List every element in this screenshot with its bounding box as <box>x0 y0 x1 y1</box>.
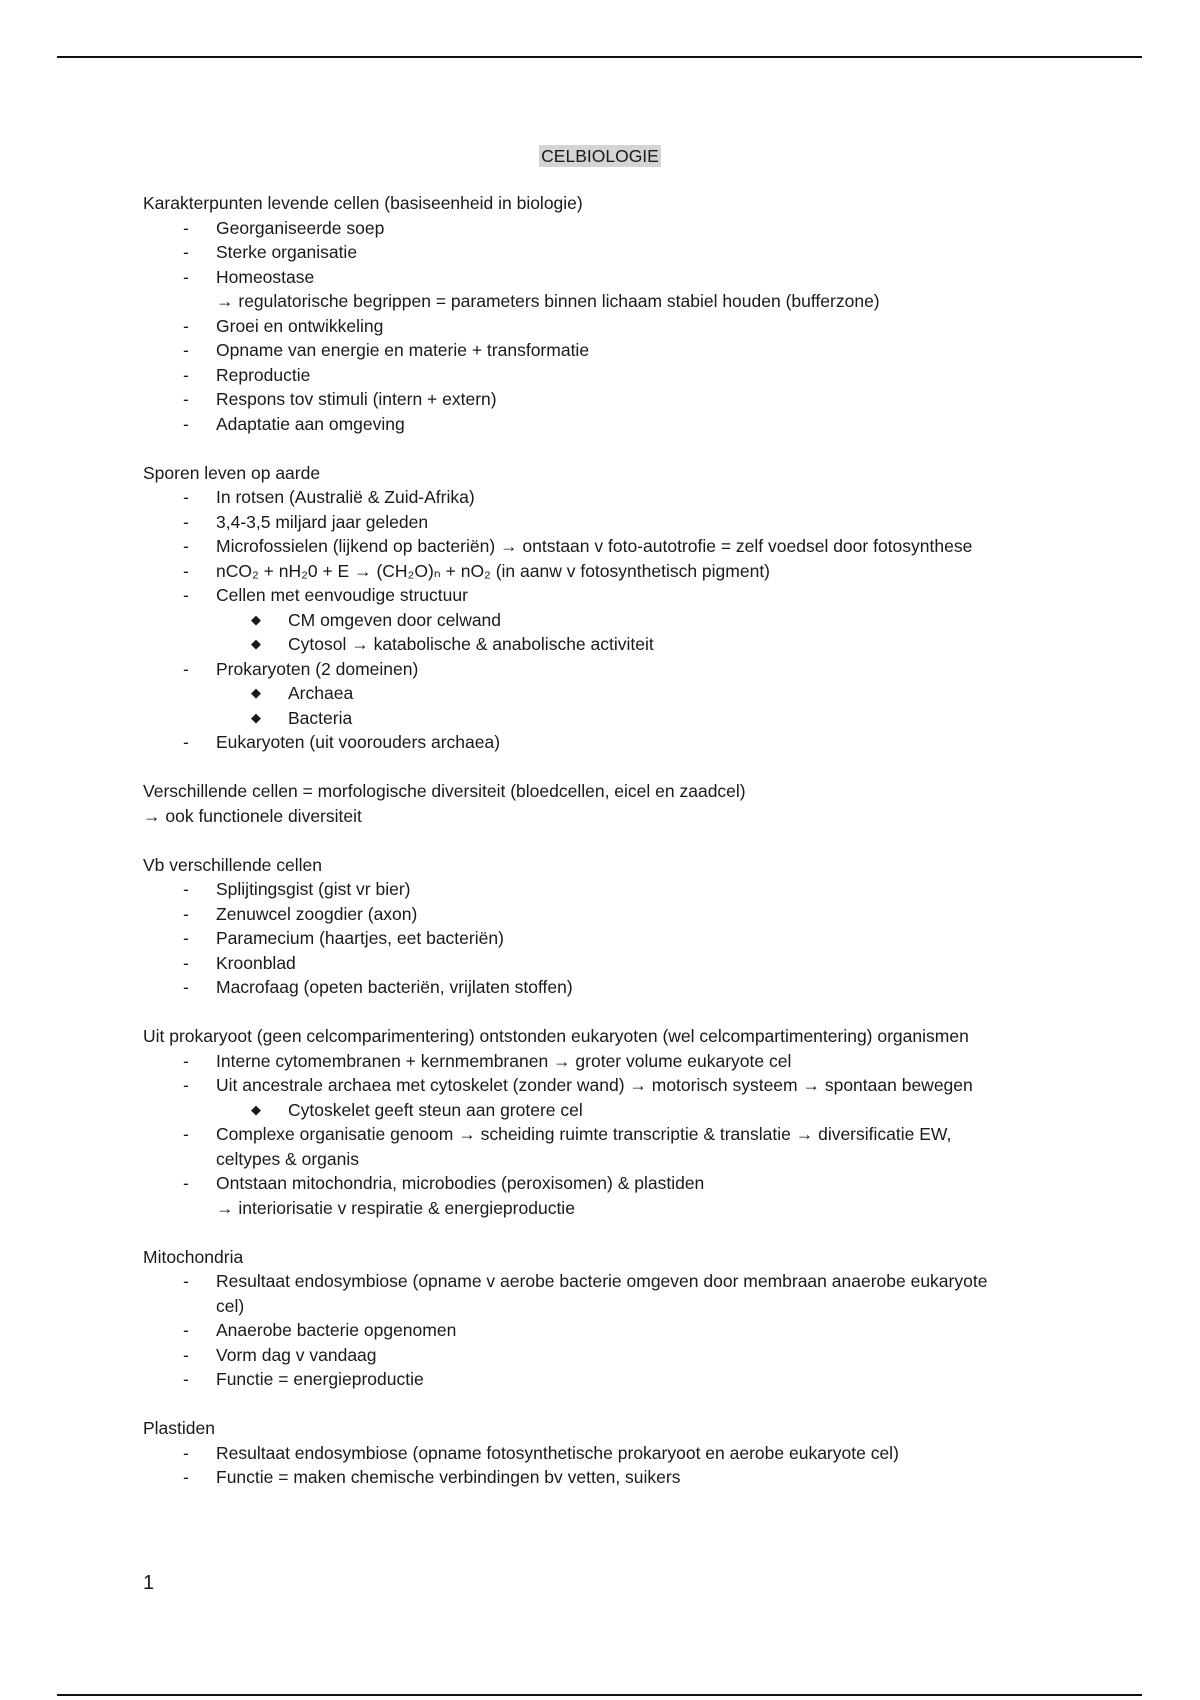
section-verschillende-cellen <box>143 779 1143 828</box>
list-item: - Eukaryoten (uit voorouders archaea) <box>143 730 1143 755</box>
section-heading: Plastiden <box>143 1418 215 1438</box>
list-item: - Anaerobe bacterie opgenomen <box>143 1318 1143 1343</box>
list-item: - Uit ancestrale archaea met cytoskelet (zonder wand) → motorisch systeem → spontaan bewegen <box>143 1073 1143 1098</box>
sub-list-item: ◆ Bacteria <box>143 706 1143 731</box>
footer-rule <box>57 1694 1142 1696</box>
paragraph-line: → ook functionele diversiteit <box>143 805 362 826</box>
list-item: - Opname van energie en materie + transformatie <box>143 338 1143 363</box>
list-item: - Georganiseerde soep <box>143 216 1143 241</box>
section-heading: Karakterpunten levende cellen (basiseenheid in biologie) <box>143 193 583 213</box>
list-item: - 3,4-3,5 miljard jaar geleden <box>143 510 1143 535</box>
bullet-list <box>143 216 1143 437</box>
page-title: CELBIOLOGIE <box>541 146 659 166</box>
list-item: - Vorm dag v vandaag <box>143 1343 1143 1368</box>
sub-list-item: ◆ Cytosol → katabolische & anabolische activiteit <box>143 632 1143 657</box>
bullet-list <box>143 1441 1143 1490</box>
title-wrap <box>0 144 1200 169</box>
section-karakterpunten <box>143 191 1143 436</box>
bullet-list <box>143 877 1143 1000</box>
list-item: - Microfossielen (lijkend op bacteriën) → ontstaan v foto-autotrofie = zelf voedsel door fotosynthese <box>143 534 1143 559</box>
section-heading: Mitochondria <box>143 1246 244 1267</box>
list-item: - Respons tov stimuli (intern + extern) <box>143 387 1143 412</box>
list-item: - Functie = energieproductie <box>143 1367 1143 1392</box>
list-item: - Groei en ontwikkeling <box>143 314 1143 339</box>
bullet-list <box>143 1049 1143 1221</box>
section-plastiden <box>143 1416 1143 1490</box>
list-item-continuation: celtypes & organis <box>216 1148 359 1169</box>
paragraph-line: Verschillende cellen = morfologische diversiteit (bloedcellen, eicel en zaadcel) <box>143 781 746 801</box>
section-mitochondria <box>143 1245 1143 1392</box>
list-item: - Functie = maken chemische verbindingen bv vetten, suikers <box>143 1465 1143 1490</box>
list-item: - Complexe organisatie genoom → scheiding ruimte transcriptie & translatie → diversificatie EW, <box>143 1122 1143 1147</box>
page-number: 1 <box>143 1572 155 1594</box>
list-item: - Sterke organisatie <box>143 240 1143 265</box>
list-item: - Adaptatie aan omgeving <box>143 412 1143 437</box>
bullet-list <box>143 485 1143 755</box>
list-item: - Zenuwcel zoogdier (axon) <box>143 902 1143 927</box>
section-heading: Sporen leven op aarde <box>143 462 321 483</box>
list-item: - Splijtingsgist (gist vr bier) <box>143 877 1143 902</box>
section-heading: Vb verschillende cellen <box>143 854 322 875</box>
sub-list-item: ◆ CM omgeven door celwand <box>143 608 1143 633</box>
list-item: - Cellen met eenvoudige structuur <box>143 583 1143 608</box>
list-item-continuation: cel) <box>216 1295 245 1316</box>
section-prokaryoot-eukaryoot <box>143 1024 1143 1220</box>
section-sporen-leven <box>143 461 1143 755</box>
list-item: - Resultaat endosymbiose (opname fotosynthetische prokaryoot en aerobe eukaryote cel) <box>143 1441 1143 1466</box>
list-item: - Paramecium (haartjes, eet bacteriën) <box>143 926 1143 951</box>
list-item: - Interne cytomembranen + kernmembranen → groter volume eukaryote cel <box>143 1049 1143 1074</box>
sub-list-item: ◆ Cytoskelet geeft steun aan grotere cel <box>143 1098 1143 1123</box>
list-item: - Ontstaan mitochondria, microbodies (peroxisomen) & plastiden <box>143 1171 1143 1196</box>
list-item: - In rotsen (Australië & Zuid-Afrika) <box>143 485 1143 510</box>
list-item-note: → regulatorische begrippen = parameters binnen lichaam stabiel houden (bufferzone) <box>216 291 880 311</box>
list-item: - Reproductie <box>143 363 1143 388</box>
document-body <box>143 191 1143 1514</box>
list-item-formula: - nCO₂ + nH₂0 + E → (CH₂O)ₙ + nO₂ (in aanw v fotosynthetisch pigment) <box>143 559 1143 584</box>
list-item: - Kroonblad <box>143 951 1143 976</box>
bullet-list <box>143 1269 1143 1392</box>
list-item: - Resultaat endosymbiose (opname v aerobe bacterie omgeven door membraan anaerobe eukaryote <box>143 1269 1143 1294</box>
list-item: - Macrofaag (opeten bacteriën, vrijlaten stoffen) <box>143 975 1143 1000</box>
list-item: - Homeostase <box>143 265 1143 290</box>
sub-list-item: ◆ Archaea <box>143 681 1143 706</box>
list-item: - Prokaryoten (2 domeinen) <box>143 657 1143 682</box>
section-vb-cellen <box>143 853 1143 1000</box>
header-rule <box>57 56 1142 58</box>
list-item-note: → interiorisatie v respiratie & energieproductie <box>216 1197 575 1218</box>
section-heading: Uit prokaryoot (geen celcomparimentering) ontstonden eukaryoten (wel celcompartimentering) organismen <box>143 1026 969 1046</box>
